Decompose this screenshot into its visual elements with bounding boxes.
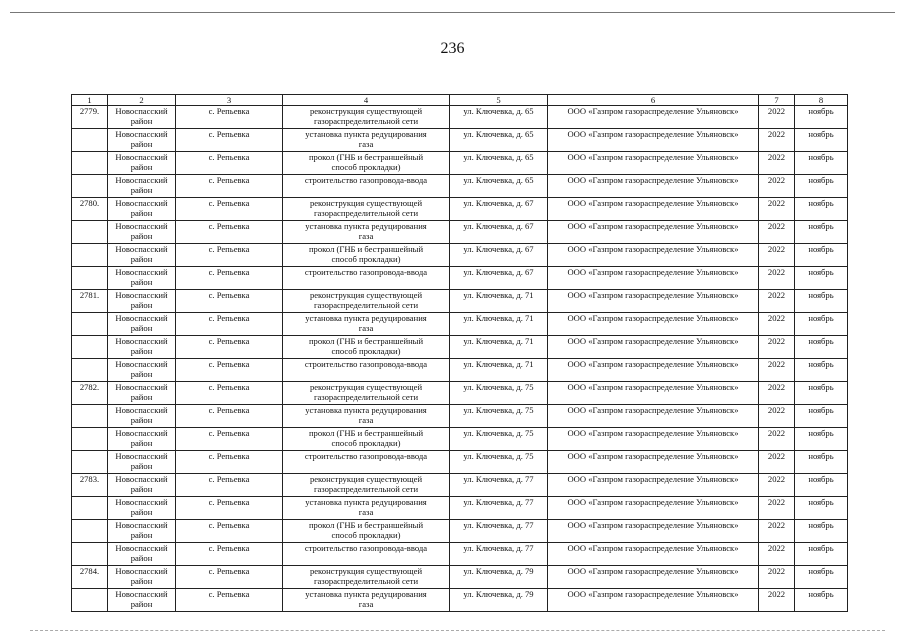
month-cell: ноябрь	[795, 359, 848, 382]
district-cell-line: Новоспасский	[115, 221, 168, 231]
row-number-cell	[72, 451, 108, 474]
district-cell-line: район	[130, 461, 153, 471]
organization-cell: ООО «Газпром газораспределение Ульяновск»	[548, 382, 759, 405]
year-cell: 2022	[759, 336, 795, 359]
month-cell: ноябрь	[795, 543, 848, 566]
month-cell: ноябрь	[795, 566, 848, 589]
work-type-cell-line: газораспределительной сети	[313, 576, 419, 586]
month-cell: ноябрь	[795, 405, 848, 428]
row-number-cell: 2781.	[72, 290, 108, 313]
work-type-cell-line: строительство газопровода-ввода	[304, 359, 428, 369]
village-cell: с. Репьевка	[176, 152, 283, 175]
work-type-cell-line: газораспределительной сети	[313, 484, 419, 494]
column-header: 2	[108, 95, 176, 106]
year-cell: 2022	[759, 267, 795, 290]
district-cell-line: район	[130, 208, 153, 218]
district-cell-line: Новоспасский	[115, 589, 168, 599]
work-type-cell	[283, 451, 450, 474]
organization-cell: ООО «Газпром газораспределение Ульяновск»	[548, 106, 759, 129]
organization-cell: ООО «Газпром газораспределение Ульяновск»	[548, 221, 759, 244]
district-cell-line: район	[130, 346, 153, 356]
village-cell: с. Репьевка	[176, 106, 283, 129]
address-cell: ул. Ключевка, д. 65	[450, 106, 548, 129]
district-cell	[108, 290, 176, 313]
work-type-cell-line: газораспределительной сети	[313, 300, 419, 310]
work-type-cell-line: газа	[358, 507, 374, 517]
row-number-cell	[72, 520, 108, 543]
work-type-cell-line: реконструкция существующей	[309, 382, 423, 392]
work-type-cell-line: реконструкция существующей	[309, 474, 423, 484]
work-type-cell-line: установка пункта редуцирования	[305, 221, 427, 231]
work-type-cell	[283, 129, 450, 152]
organization-cell: ООО «Газпром газораспределение Ульяновск»	[548, 152, 759, 175]
village-cell: с. Репьевка	[176, 175, 283, 198]
year-cell: 2022	[759, 106, 795, 129]
table-row	[72, 428, 848, 451]
row-number-cell	[72, 543, 108, 566]
village-cell: с. Репьевка	[176, 497, 283, 520]
month-cell: ноябрь	[795, 152, 848, 175]
district-cell-line: Новоспасский	[115, 267, 168, 277]
month-cell: ноябрь	[795, 244, 848, 267]
table-row	[72, 290, 848, 313]
row-number-cell	[72, 589, 108, 612]
work-type-cell-line: газа	[358, 415, 374, 425]
table-header-row	[72, 95, 848, 106]
year-cell: 2022	[759, 221, 795, 244]
district-cell-line: Новоспасский	[115, 106, 168, 116]
district-cell-line: район	[130, 277, 153, 287]
year-cell: 2022	[759, 428, 795, 451]
work-type-cell	[283, 267, 450, 290]
work-type-cell-line: газа	[358, 323, 374, 333]
district-cell-line: район	[130, 415, 153, 425]
work-type-cell	[283, 244, 450, 267]
village-cell: с. Репьевка	[176, 129, 283, 152]
year-cell: 2022	[759, 497, 795, 520]
address-cell: ул. Ключевка, д. 75	[450, 451, 548, 474]
district-cell-line: Новоспасский	[115, 382, 168, 392]
work-type-cell	[283, 382, 450, 405]
address-cell: ул. Ключевка, д. 67	[450, 221, 548, 244]
work-type-cell	[283, 428, 450, 451]
month-cell: ноябрь	[795, 129, 848, 152]
organization-cell: ООО «Газпром газораспределение Ульяновск»	[548, 497, 759, 520]
village-cell: с. Репьевка	[176, 520, 283, 543]
district-cell-line: район	[130, 530, 153, 540]
village-cell: с. Репьевка	[176, 313, 283, 336]
district-cell-line: район	[130, 185, 153, 195]
year-cell: 2022	[759, 313, 795, 336]
village-cell: с. Репьевка	[176, 221, 283, 244]
organization-cell: ООО «Газпром газораспределение Ульяновск»	[548, 405, 759, 428]
work-type-cell	[283, 152, 450, 175]
page-number: 236	[440, 40, 465, 57]
district-cell-line: район	[130, 162, 153, 172]
organization-cell: ООО «Газпром газораспределение Ульяновск»	[548, 474, 759, 497]
work-type-cell-line: прокол (ГНБ и бестраншейный	[308, 336, 424, 346]
table-row	[72, 152, 848, 175]
page-top-border	[10, 12, 895, 13]
organization-cell: ООО «Газпром газораспределение Ульяновск»	[548, 359, 759, 382]
month-cell: ноябрь	[795, 336, 848, 359]
work-type-cell-line: прокол (ГНБ и бестраншейный	[308, 520, 424, 530]
district-cell	[108, 359, 176, 382]
village-cell: с. Репьевка	[176, 428, 283, 451]
row-number-cell: 2783.	[72, 474, 108, 497]
table-row	[72, 129, 848, 152]
row-number-cell: 2779.	[72, 106, 108, 129]
organization-cell: ООО «Газпром газораспределение Ульяновск»	[548, 543, 759, 566]
work-type-cell	[283, 290, 450, 313]
district-cell-line: Новоспасский	[115, 566, 168, 576]
work-type-cell-line: газа	[358, 139, 374, 149]
column-header: 3	[176, 95, 283, 106]
table-row	[72, 566, 848, 589]
address-cell: ул. Ключевка, д. 65	[450, 129, 548, 152]
district-cell-line: Новоспасский	[115, 405, 168, 415]
row-number-cell	[72, 336, 108, 359]
work-type-cell-line: прокол (ГНБ и бестраншейный	[308, 152, 424, 162]
work-type-cell-line: прокол (ГНБ и бестраншейный	[308, 244, 424, 254]
year-cell: 2022	[759, 152, 795, 175]
district-cell-line: Новоспасский	[115, 129, 168, 139]
work-type-cell-line: газа	[358, 599, 374, 609]
table-row	[72, 221, 848, 244]
table-row	[72, 451, 848, 474]
district-cell	[108, 405, 176, 428]
row-number-cell: 2782.	[72, 382, 108, 405]
district-cell	[108, 221, 176, 244]
address-cell: ул. Ключевка, д. 71	[450, 313, 548, 336]
district-cell-line: Новоспасский	[115, 175, 168, 185]
district-cell-line: Новоспасский	[115, 497, 168, 507]
district-cell-line: район	[130, 599, 153, 609]
table-row	[72, 497, 848, 520]
village-cell: с. Репьевка	[176, 244, 283, 267]
district-cell-line: Новоспасский	[115, 451, 168, 461]
village-cell: с. Репьевка	[176, 405, 283, 428]
address-cell: ул. Ключевка, д. 71	[450, 290, 548, 313]
organization-cell: ООО «Газпром газораспределение Ульяновск»	[548, 313, 759, 336]
table-row	[72, 244, 848, 267]
district-cell	[108, 474, 176, 497]
district-cell-line: Новоспасский	[115, 336, 168, 346]
district-cell-line: Новоспасский	[115, 359, 168, 369]
district-cell	[108, 175, 176, 198]
work-type-cell	[283, 175, 450, 198]
district-cell-line: район	[130, 576, 153, 586]
work-type-cell-line: установка пункта редуцирования	[305, 405, 427, 415]
district-cell	[108, 244, 176, 267]
work-type-cell	[283, 474, 450, 497]
district-cell-line: Новоспасский	[115, 290, 168, 300]
work-type-cell-line: газораспределительной сети	[313, 208, 419, 218]
organization-cell: ООО «Газпром газораспределение Ульяновск»	[548, 267, 759, 290]
month-cell: ноябрь	[795, 313, 848, 336]
table-row	[72, 520, 848, 543]
table-body	[72, 106, 848, 612]
district-cell-line: район	[130, 116, 153, 126]
organization-cell: ООО «Газпром газораспределение Ульяновск»	[548, 589, 759, 612]
village-cell: с. Репьевка	[176, 589, 283, 612]
work-type-cell	[283, 221, 450, 244]
organization-cell: ООО «Газпром газораспределение Ульяновск»	[548, 175, 759, 198]
month-cell: ноябрь	[795, 497, 848, 520]
month-cell: ноябрь	[795, 106, 848, 129]
work-type-cell	[283, 566, 450, 589]
work-type-cell-line: газа	[358, 231, 374, 241]
month-cell: ноябрь	[795, 474, 848, 497]
address-cell: ул. Ключевка, д. 71	[450, 336, 548, 359]
district-cell	[108, 336, 176, 359]
work-type-cell	[283, 497, 450, 520]
work-type-cell	[283, 405, 450, 428]
organization-cell: ООО «Газпром газораспределение Ульяновск»	[548, 129, 759, 152]
table-row	[72, 267, 848, 290]
table-row	[72, 198, 848, 221]
district-cell	[108, 129, 176, 152]
village-cell: с. Репьевка	[176, 451, 283, 474]
district-cell-line: район	[130, 553, 153, 563]
address-cell: ул. Ключевка, д. 75	[450, 405, 548, 428]
work-type-cell	[283, 543, 450, 566]
district-cell-line: район	[130, 231, 153, 241]
organization-cell: ООО «Газпром газораспределение Ульяновск»	[548, 244, 759, 267]
village-cell: с. Репьевка	[176, 359, 283, 382]
organization-cell: ООО «Газпром газораспределение Ульяновск»	[548, 198, 759, 221]
address-cell: ул. Ключевка, д. 79	[450, 566, 548, 589]
work-type-cell-line: установка пункта редуцирования	[305, 589, 427, 599]
address-cell: ул. Ключевка, д. 67	[450, 267, 548, 290]
district-cell-line: Новоспасский	[115, 198, 168, 208]
district-cell-line: район	[130, 484, 153, 494]
work-type-cell	[283, 336, 450, 359]
column-header: 5	[450, 95, 548, 106]
district-cell-line: район	[130, 438, 153, 448]
district-cell	[108, 428, 176, 451]
registry-table	[71, 94, 848, 612]
village-cell: с. Репьевка	[176, 566, 283, 589]
district-cell-line: Новоспасский	[115, 313, 168, 323]
page-bottom-border	[30, 630, 885, 631]
village-cell: с. Репьевка	[176, 198, 283, 221]
district-cell	[108, 313, 176, 336]
district-cell-line: Новоспасский	[115, 543, 168, 553]
year-cell: 2022	[759, 405, 795, 428]
work-type-cell-line: способ прокладки)	[331, 438, 401, 448]
district-cell	[108, 566, 176, 589]
work-type-cell	[283, 313, 450, 336]
address-cell: ул. Ключевка, д. 71	[450, 359, 548, 382]
table-row	[72, 382, 848, 405]
table-row	[72, 405, 848, 428]
month-cell: ноябрь	[795, 589, 848, 612]
work-type-cell	[283, 359, 450, 382]
address-cell: ул. Ключевка, д. 65	[450, 175, 548, 198]
month-cell: ноябрь	[795, 175, 848, 198]
district-cell-line: район	[130, 369, 153, 379]
district-cell	[108, 497, 176, 520]
year-cell: 2022	[759, 451, 795, 474]
year-cell: 2022	[759, 520, 795, 543]
district-cell	[108, 451, 176, 474]
district-cell-line: Новоспасский	[115, 474, 168, 484]
table-row	[72, 589, 848, 612]
row-number-cell	[72, 152, 108, 175]
address-cell: ул. Ключевка, д. 79	[450, 589, 548, 612]
work-type-cell-line: реконструкция существующей	[309, 566, 423, 576]
work-type-cell-line: установка пункта редуцирования	[305, 313, 427, 323]
year-cell: 2022	[759, 244, 795, 267]
work-type-cell-line: установка пункта редуцирования	[305, 129, 427, 139]
row-number-cell	[72, 405, 108, 428]
work-type-cell	[283, 106, 450, 129]
column-header: 7	[759, 95, 795, 106]
work-type-cell	[283, 520, 450, 543]
organization-cell: ООО «Газпром газораспределение Ульяновск»	[548, 566, 759, 589]
address-cell: ул. Ключевка, д. 77	[450, 520, 548, 543]
work-type-cell-line: прокол (ГНБ и бестраншейный	[308, 428, 424, 438]
district-cell-line: Новоспасский	[115, 520, 168, 530]
table-row	[72, 359, 848, 382]
work-type-cell-line: способ прокладки)	[331, 346, 401, 356]
district-cell	[108, 152, 176, 175]
column-header: 6	[548, 95, 759, 106]
year-cell: 2022	[759, 543, 795, 566]
row-number-cell	[72, 129, 108, 152]
village-cell: с. Репьевка	[176, 267, 283, 290]
address-cell: ул. Ключевка, д. 75	[450, 428, 548, 451]
row-number-cell	[72, 244, 108, 267]
district-cell-line: район	[130, 300, 153, 310]
table-row	[72, 106, 848, 129]
year-cell: 2022	[759, 474, 795, 497]
row-number-cell: 2780.	[72, 198, 108, 221]
district-cell-line: район	[130, 254, 153, 264]
organization-cell: ООО «Газпром газораспределение Ульяновск»	[548, 520, 759, 543]
address-cell: ул. Ключевка, д. 75	[450, 382, 548, 405]
column-header: 1	[72, 95, 108, 106]
work-type-cell-line: установка пункта редуцирования	[305, 497, 427, 507]
row-number-cell	[72, 175, 108, 198]
row-number-cell	[72, 497, 108, 520]
district-cell-line: Новоспасский	[115, 152, 168, 162]
row-number-cell	[72, 313, 108, 336]
address-cell: ул. Ключевка, д. 77	[450, 474, 548, 497]
district-cell-line: район	[130, 139, 153, 149]
year-cell: 2022	[759, 198, 795, 221]
address-cell: ул. Ключевка, д. 67	[450, 244, 548, 267]
month-cell: ноябрь	[795, 267, 848, 290]
work-type-cell-line: способ прокладки)	[331, 530, 401, 540]
district-cell-line: район	[130, 507, 153, 517]
month-cell: ноябрь	[795, 290, 848, 313]
month-cell: ноябрь	[795, 221, 848, 244]
work-type-cell-line: строительство газопровода-ввода	[304, 451, 428, 461]
month-cell: ноябрь	[795, 198, 848, 221]
table-row	[72, 474, 848, 497]
organization-cell: ООО «Газпром газораспределение Ульяновск»	[548, 451, 759, 474]
address-cell: ул. Ключевка, д. 67	[450, 198, 548, 221]
village-cell: с. Репьевка	[176, 474, 283, 497]
district-cell	[108, 520, 176, 543]
row-number-cell: 2784.	[72, 566, 108, 589]
table-row	[72, 336, 848, 359]
work-type-cell-line: способ прокладки)	[331, 254, 401, 264]
village-cell: с. Репьевка	[176, 543, 283, 566]
district-cell	[108, 382, 176, 405]
row-number-cell	[72, 221, 108, 244]
table-row	[72, 543, 848, 566]
district-cell-line: Новоспасский	[115, 244, 168, 254]
address-cell: ул. Ключевка, д. 77	[450, 497, 548, 520]
year-cell: 2022	[759, 175, 795, 198]
work-type-cell-line: реконструкция существующей	[309, 290, 423, 300]
village-cell: с. Репьевка	[176, 336, 283, 359]
village-cell: с. Репьевка	[176, 290, 283, 313]
district-cell	[108, 267, 176, 290]
district-cell	[108, 106, 176, 129]
month-cell: ноябрь	[795, 428, 848, 451]
row-number-cell	[72, 359, 108, 382]
organization-cell: ООО «Газпром газораспределение Ульяновск»	[548, 290, 759, 313]
work-type-cell-line: газораспределительной сети	[313, 392, 419, 402]
work-type-cell	[283, 198, 450, 221]
district-cell	[108, 198, 176, 221]
address-cell: ул. Ключевка, д. 65	[450, 152, 548, 175]
address-cell: ул. Ключевка, д. 77	[450, 543, 548, 566]
year-cell: 2022	[759, 129, 795, 152]
year-cell: 2022	[759, 589, 795, 612]
work-type-cell-line: строительство газопровода-ввода	[304, 267, 428, 277]
year-cell: 2022	[759, 566, 795, 589]
district-cell	[108, 589, 176, 612]
district-cell-line: район	[130, 323, 153, 333]
work-type-cell-line: реконструкция существующей	[309, 106, 423, 116]
table-row	[72, 313, 848, 336]
work-type-cell	[283, 589, 450, 612]
work-type-cell-line: строительство газопровода-ввода	[304, 543, 428, 553]
organization-cell: ООО «Газпром газораспределение Ульяновск»	[548, 336, 759, 359]
work-type-cell-line: способ прокладки)	[331, 162, 401, 172]
table-row	[72, 175, 848, 198]
work-type-cell-line: газораспределительной сети	[313, 116, 419, 126]
district-cell	[108, 543, 176, 566]
column-header: 8	[795, 95, 848, 106]
month-cell: ноябрь	[795, 520, 848, 543]
work-type-cell-line: строительство газопровода-ввода	[304, 175, 428, 185]
district-cell-line: район	[130, 392, 153, 402]
row-number-cell	[72, 267, 108, 290]
district-cell-line: Новоспасский	[115, 428, 168, 438]
village-cell: с. Репьевка	[176, 382, 283, 405]
row-number-cell	[72, 428, 108, 451]
work-type-cell-line: реконструкция существующей	[309, 198, 423, 208]
year-cell: 2022	[759, 290, 795, 313]
month-cell: ноябрь	[795, 451, 848, 474]
column-header: 4	[283, 95, 450, 106]
year-cell: 2022	[759, 382, 795, 405]
month-cell: ноябрь	[795, 382, 848, 405]
year-cell: 2022	[759, 359, 795, 382]
organization-cell: ООО «Газпром газораспределение Ульяновск»	[548, 428, 759, 451]
